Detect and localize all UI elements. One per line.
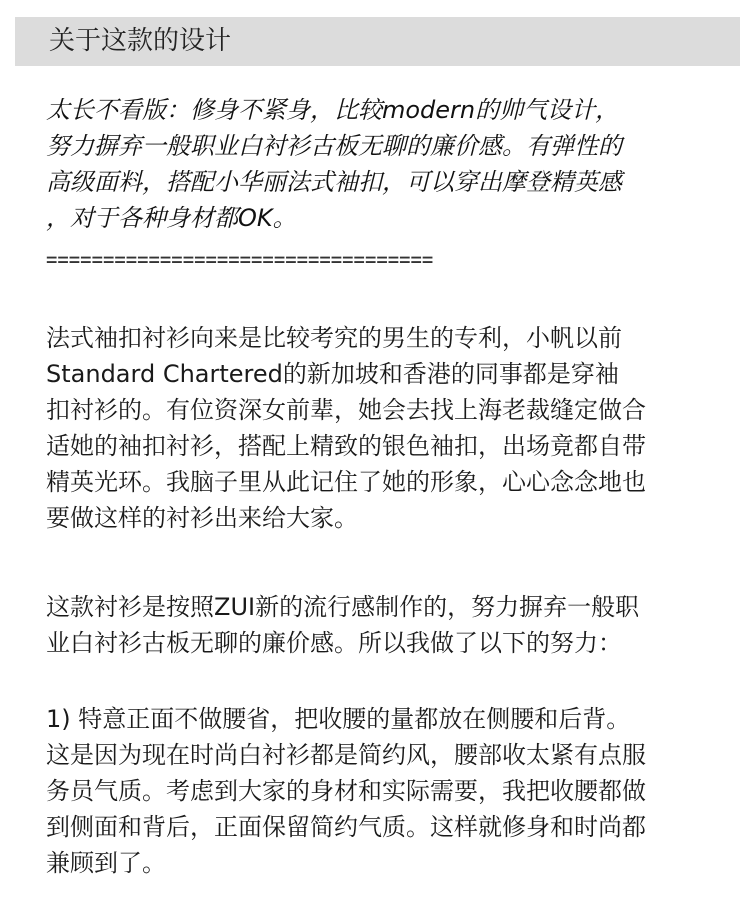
paragraph-line: 业白衬衫古板无聊的廉价感。所以我做了以下的努力：	[46, 629, 622, 657]
paragraph-line: 兼顾到了。	[46, 849, 166, 877]
summary-line: ，对于各种身材都OK。	[46, 204, 297, 232]
equals-divider: ==================================	[46, 248, 434, 273]
paragraph-line: 务员气质。考虑到大家的身材和实际需要，我把收腰都做	[46, 777, 646, 805]
section-header	[15, 17, 740, 66]
paragraph-line: Standard Chartered的新加坡和香港的同事都是穿袖	[46, 360, 619, 388]
summary-line: 努力摒弃一般职业白衬衫古板无聊的廉价感。有弹性的	[46, 132, 622, 160]
paragraph-line: 适她的袖扣衬衫，搭配上精致的银色袖扣，出场竟都自带	[46, 432, 646, 460]
section-title: 关于这款的设计	[49, 26, 232, 56]
summary-block	[46, 92, 726, 236]
paragraph-line: 法式袖扣衬衫向来是比较考究的男生的专利，小帆以前	[46, 324, 622, 352]
paragraph-line: 这是因为现在时尚白衬衫都是简约风，腰部收太紧有点服	[46, 741, 646, 769]
summary-line: 高级面料，搭配小华丽法式袖扣，可以穿出摩登精英感	[46, 168, 622, 196]
summary-line: 太长不看版：修身不紧身，比较modern的帅气设计，	[46, 96, 620, 124]
paragraph-design-intent	[46, 589, 736, 661]
paragraph-line: 这款衬衫是按照ZUI新的流行感制作的，努力摒弃一般职	[46, 593, 640, 621]
paragraph-line: 到侧面和背后，正面保留简约气质。这样就修身和时尚都	[46, 813, 646, 841]
paragraph-cufflink-history	[46, 320, 736, 536]
paragraph-line: 1) 特意正面不做腰省，把收腰的量都放在侧腰和后背。	[46, 705, 631, 733]
paragraph-line: 扣衬衫的。有位资深女前辈，她会去找上海老裁缝定做合	[46, 396, 646, 424]
paragraph-line: 要做这样的衬衫出来给大家。	[46, 504, 358, 532]
paragraph-point-1	[46, 701, 736, 881]
paragraph-line: 精英光环。我脑子里从此记住了她的形象，心心念念地也	[46, 468, 646, 496]
